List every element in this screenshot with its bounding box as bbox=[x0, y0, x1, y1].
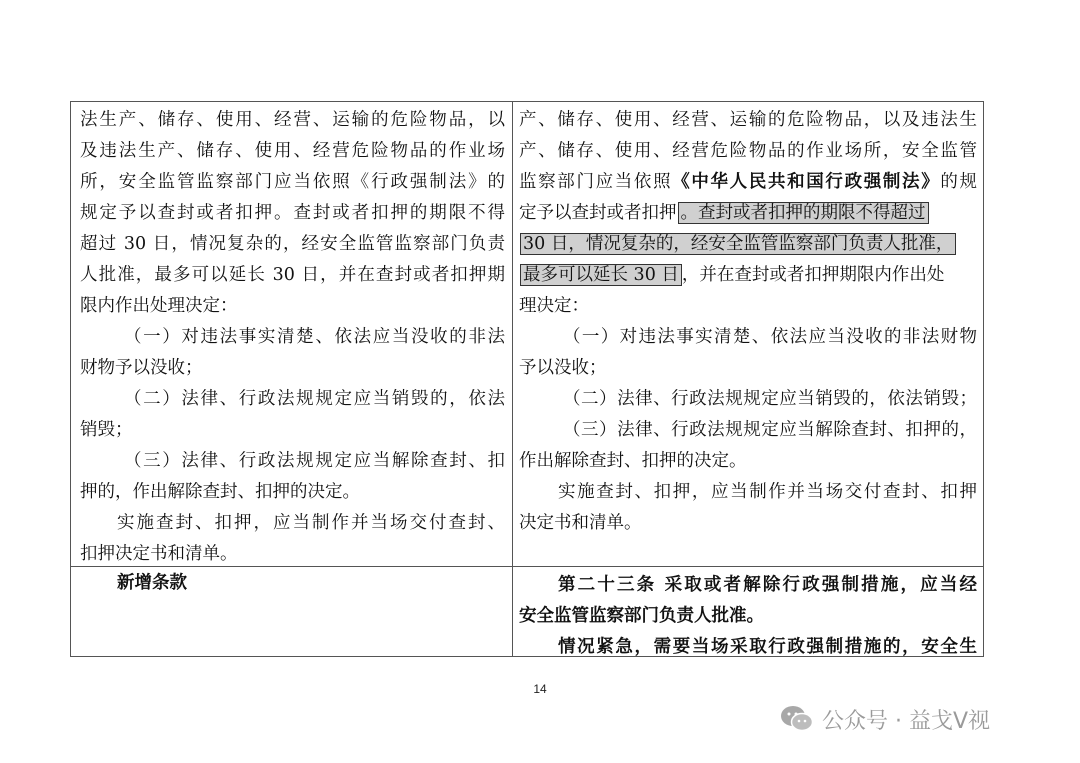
right-line-segment: ，并在查封或者扣押期限内作出处 bbox=[681, 265, 945, 285]
right-line bbox=[519, 229, 977, 259]
right-line: 决定书和清单。 bbox=[519, 513, 642, 533]
highlighted-deletion: 。查封或者扣押的期限不得超过 bbox=[678, 202, 929, 224]
left-line: （二）法律、行政法规规定应当销毁的，依法 bbox=[124, 389, 505, 409]
comparison-table bbox=[70, 101, 984, 657]
left-line: 所，安全监管监察部门应当依照《行政强制法》的 bbox=[80, 172, 505, 192]
right-line: （一）对违法事实清楚、依法应当没收的非法财物 bbox=[563, 327, 977, 347]
left-line: 财物予以没收； bbox=[80, 358, 203, 378]
right-line-segment: 的规 bbox=[940, 172, 977, 192]
watermark bbox=[780, 701, 990, 737]
left-line: 人批准，最多可以延长 30 日，并在查封或者扣押期 bbox=[80, 265, 505, 285]
left-line: 销毁； bbox=[80, 420, 133, 440]
right-line bbox=[519, 198, 977, 228]
left-line: 超过 30 日，情况复杂的，经安全监管监察部门负责 bbox=[80, 234, 505, 254]
right-line: 实施查封、扣押，应当制作并当场交付查封、扣押 bbox=[558, 482, 977, 502]
article-line: 安全监管监察部门负责人批准。 bbox=[519, 606, 764, 626]
left-bottom-cell: 新增条款 bbox=[117, 573, 187, 593]
wechat-icon bbox=[780, 705, 814, 733]
right-line: （二）法律、行政法规规定应当销毁的，依法销毁； bbox=[563, 389, 977, 409]
page-number: 14 bbox=[533, 682, 547, 696]
watermark-text: 公众号 · 益戈V视 bbox=[822, 708, 991, 734]
article-line: 第二十三条 采取或者解除行政强制措施，应当经 bbox=[558, 575, 977, 595]
right-line: 予以没收； bbox=[519, 358, 607, 378]
left-line: （三）法律、行政法规规定应当解除查封、扣 bbox=[124, 451, 505, 471]
highlighted-deletion: 30 日，情况复杂的，经安全监管监察部门负责人批准， bbox=[520, 233, 956, 255]
right-line-segment: 监察部门应当依照 bbox=[519, 172, 673, 192]
law-title-bold: 《中华人民共和国行政强制法》 bbox=[672, 172, 941, 192]
left-line: 限内作出处理决定： bbox=[80, 296, 238, 316]
right-line: 理决定： bbox=[519, 296, 589, 316]
article-line: 情况紧急，需要当场采取行政强制措施的，安全生 bbox=[558, 637, 977, 657]
left-line: （一）对违法事实清楚、依法应当没收的非法 bbox=[124, 327, 505, 347]
left-line: 法生产、储存、使用、经营、运输的危险物品，以 bbox=[80, 110, 505, 130]
left-line: 规定予以查封或者扣押。查封或者扣押的期限不得 bbox=[80, 203, 505, 223]
left-line: 实施查封、扣押，应当制作并当场交付查封、 bbox=[117, 513, 505, 533]
column-divider bbox=[512, 102, 513, 656]
right-line: 作出解除查封、扣押的决定。 bbox=[519, 451, 747, 471]
left-line: 押的，作出解除查封、扣押的决定。 bbox=[80, 482, 360, 502]
right-line: 产、储存、使用、经营危险物品的作业场所，安全监管 bbox=[519, 141, 977, 161]
right-line bbox=[519, 260, 977, 290]
left-line: 扣押决定书和清单。 bbox=[80, 544, 238, 564]
right-line: 产、储存、使用、经营、运输的危险物品，以及违法生 bbox=[519, 110, 977, 130]
left-line: 及违法生产、储存、使用、经营危险物品的作业场 bbox=[80, 141, 505, 161]
right-line: （三）法律、行政法规规定应当解除查封、扣押的， bbox=[563, 420, 977, 440]
right-line-segment: 定予以查封或者扣押 bbox=[519, 203, 677, 223]
right-line bbox=[519, 167, 977, 197]
highlighted-deletion: 最多可以延长 30 日 bbox=[520, 264, 682, 286]
